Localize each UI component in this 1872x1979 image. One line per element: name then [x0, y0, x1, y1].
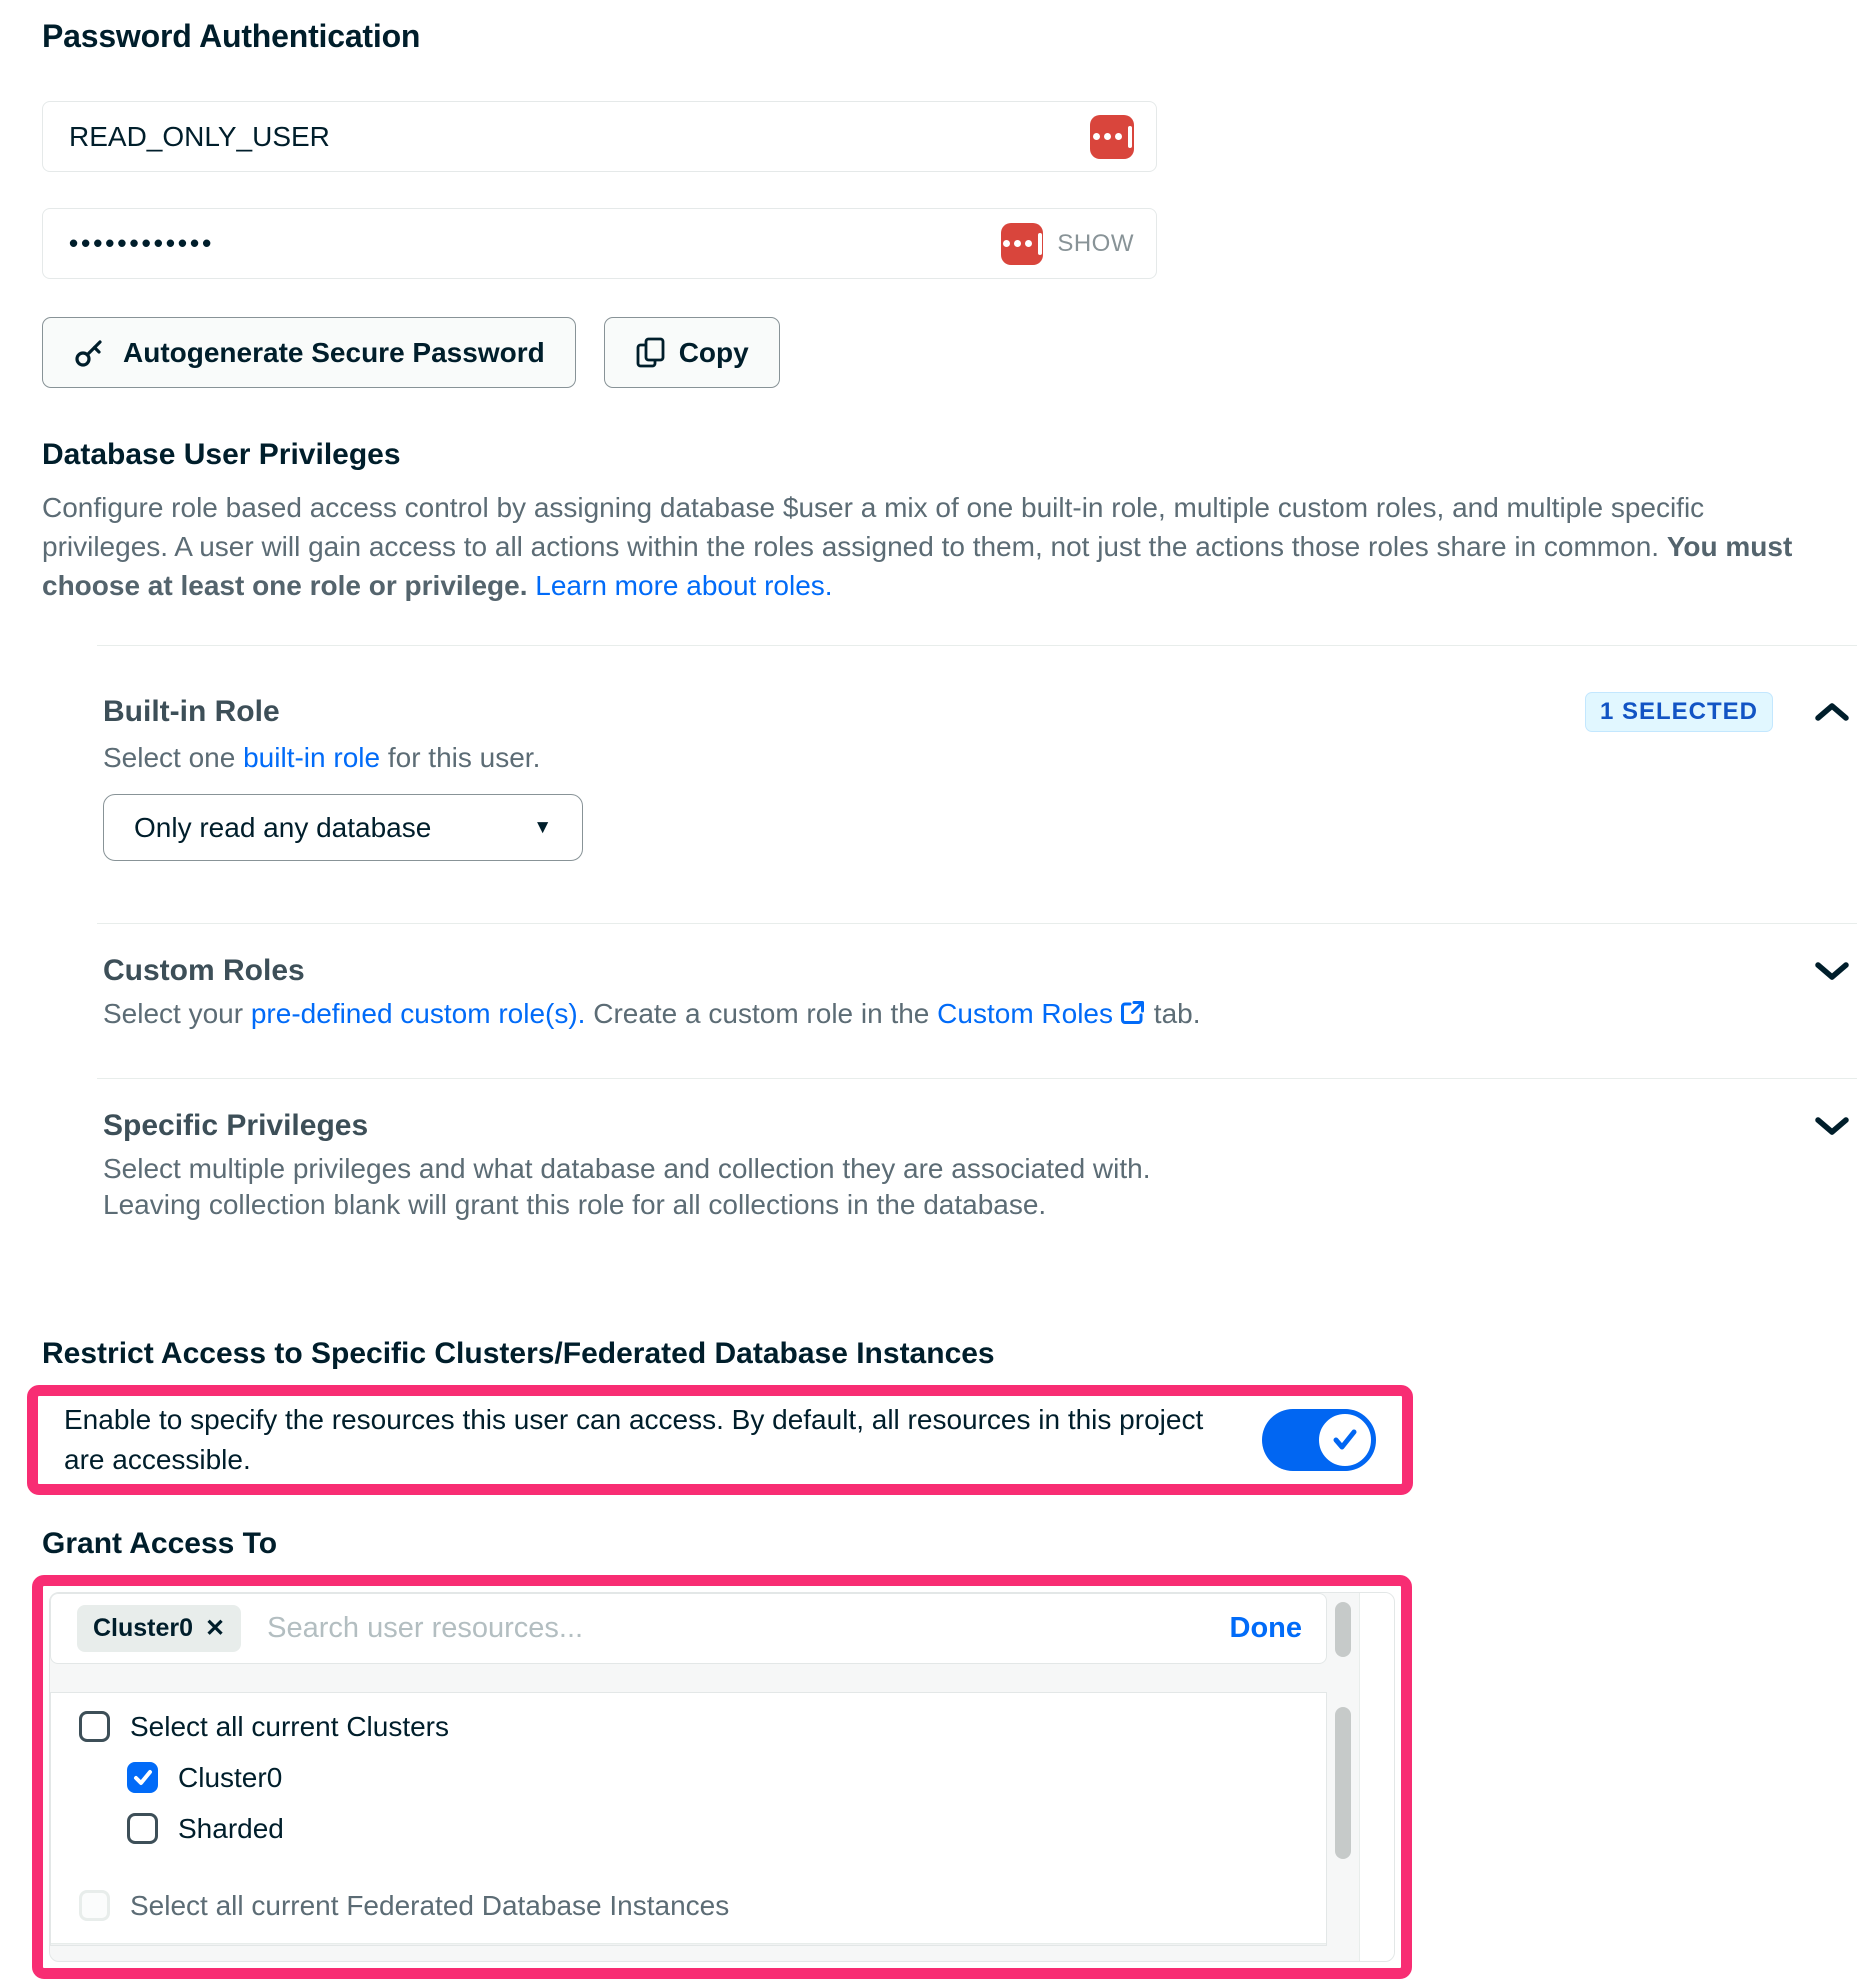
resource-list-section: [50, 1692, 1359, 1946]
show-password-button[interactable]: SHOW: [1057, 229, 1134, 257]
key-icon: [73, 337, 105, 369]
chevron-down-icon[interactable]: [1813, 1113, 1851, 1139]
database-user-privileges-heading: Database User Privileges: [42, 438, 401, 471]
sharded-checkbox[interactable]: [127, 1813, 158, 1844]
check-icon: [1328, 1425, 1362, 1455]
list-item-label: Select all current Federated Database Instances: [130, 1889, 730, 1921]
privileges-description-bold: You must choose at least one role or privilege.: [42, 531, 1793, 601]
privileges-description-text: Configure role based access control by assigning database $user a mix of one built-in role, multiple custom roles, and multiple specific privileges. A user will gain access to all actions within the roles assigned to them, not just the actions those roles share in common.: [42, 492, 1705, 562]
restrict-access-description: Enable to specify the resources this user can access. By default, all resources in this project are accessible.: [64, 1404, 1204, 1475]
specific-privileges-section: [97, 1078, 1857, 1263]
chevron-up-icon[interactable]: [1813, 699, 1851, 725]
copy-password-button[interactable]: [604, 317, 780, 388]
list-spacer: [51, 1854, 1326, 1880]
built-in-subtext-post: for this user.: [380, 742, 541, 773]
restrict-access-heading: Restrict Access to Specific Clusters/Federated Database Instances: [42, 1337, 995, 1370]
username-value[interactable]: READ_ONLY_USER: [69, 120, 330, 152]
select-all-federated-checkbox: [79, 1890, 110, 1921]
list-scrollbar-track: [1327, 1692, 1359, 1946]
resource-list: [50, 1692, 1327, 1946]
chevron-down-icon[interactable]: [1813, 958, 1851, 984]
list-item[interactable]: [51, 1752, 1326, 1803]
grant-access-heading: Grant Access To: [42, 1527, 278, 1560]
specific-privileges-line1: Select multiple privileges and what database and collection they are associated with.: [103, 1153, 1151, 1184]
scrollbar-thumb[interactable]: [1335, 1602, 1351, 1657]
predefined-custom-roles-link[interactable]: pre-defined custom role(s).: [250, 998, 586, 1029]
list-footer-strip: [51, 1944, 1326, 1946]
dropdown-caret-icon: ▼: [533, 816, 552, 838]
cluster0-checkbox[interactable]: [127, 1762, 158, 1793]
custom-roles-title: Custom Roles: [103, 954, 305, 987]
built-in-role-title: Built-in Role: [103, 695, 280, 728]
select-all-clusters-checkbox[interactable]: [79, 1711, 110, 1742]
restrict-access-highlight-box: [27, 1385, 1413, 1495]
password-actions: [42, 317, 1832, 388]
restrict-access-toggle[interactable]: [1262, 1409, 1374, 1471]
resource-search-section: [50, 1593, 1359, 1664]
custom-roles-subtext: [103, 998, 1851, 1030]
password-manager-icon[interactable]: [1001, 223, 1043, 265]
roles-card: [97, 645, 1857, 1263]
external-link-icon: [1119, 999, 1146, 1026]
custom-roles-tab-link[interactable]: Custom Roles: [937, 998, 1114, 1029]
privileges-description: [42, 488, 1832, 605]
resource-picker-panel: [49, 1592, 1395, 1962]
built-in-role-subtext: [103, 742, 1851, 774]
list-item[interactable]: [51, 1701, 1326, 1752]
built-in-role-dropdown-value: Only read any database: [134, 811, 432, 843]
custom-roles-section: [97, 923, 1857, 1078]
autogenerate-password-button[interactable]: [42, 317, 576, 388]
selected-resource-chip[interactable]: [77, 1605, 241, 1652]
done-button[interactable]: Done: [1229, 1612, 1302, 1644]
chip-remove-icon[interactable]: ✕: [205, 1614, 226, 1642]
built-in-role-dropdown[interactable]: [103, 794, 583, 861]
check-icon: [132, 1768, 154, 1788]
search-scrollbar-track: [1327, 1593, 1359, 1664]
scrollbar-thumb[interactable]: [1335, 1707, 1351, 1859]
custom-roles-subtext-post: tab.: [1146, 998, 1201, 1029]
list-item[interactable]: [51, 1803, 1326, 1854]
list-item-label: Sharded: [178, 1812, 284, 1844]
password-authentication-heading: Password Authentication: [42, 18, 421, 54]
grant-access-highlight-box: [32, 1575, 1412, 1979]
resource-search-box[interactable]: [50, 1593, 1327, 1664]
resource-search-input[interactable]: [267, 1612, 1213, 1645]
list-item[interactable]: [51, 1880, 1326, 1931]
list-item-label: Cluster0: [178, 1761, 283, 1793]
built-in-role-section: [97, 645, 1857, 923]
autogenerate-password-label: Autogenerate Secure Password: [123, 336, 545, 368]
specific-privileges-title: Specific Privileges: [103, 1109, 369, 1142]
toggle-knob: [1314, 1409, 1376, 1471]
chip-label: Cluster0: [93, 1614, 194, 1642]
panel-scrollbar-track[interactable]: [1359, 1593, 1394, 1961]
copy-button-label: Copy: [678, 336, 749, 368]
password-masked-value[interactable]: ••••••••••••: [69, 228, 215, 258]
username-field[interactable]: [42, 101, 1157, 172]
list-item-label: Select all current Clusters: [130, 1710, 450, 1742]
learn-more-roles-link[interactable]: Learn more about roles.: [535, 570, 833, 601]
password-field[interactable]: [42, 208, 1157, 279]
built-in-role-link[interactable]: built-in role: [243, 742, 381, 773]
specific-privileges-line2: Leaving collection blank will grant this role for all collections in the database.: [103, 1189, 1047, 1220]
panel-gap: [50, 1664, 1359, 1692]
copy-icon: [635, 336, 667, 370]
custom-roles-subtext-pre: Select your: [103, 998, 251, 1029]
built-in-subtext-pre: Select one: [103, 742, 244, 773]
custom-roles-subtext-mid: Create a custom role in the: [585, 998, 938, 1029]
password-manager-icon[interactable]: [1090, 115, 1134, 159]
selected-count-badge: 1 SELECTED: [1585, 692, 1773, 732]
